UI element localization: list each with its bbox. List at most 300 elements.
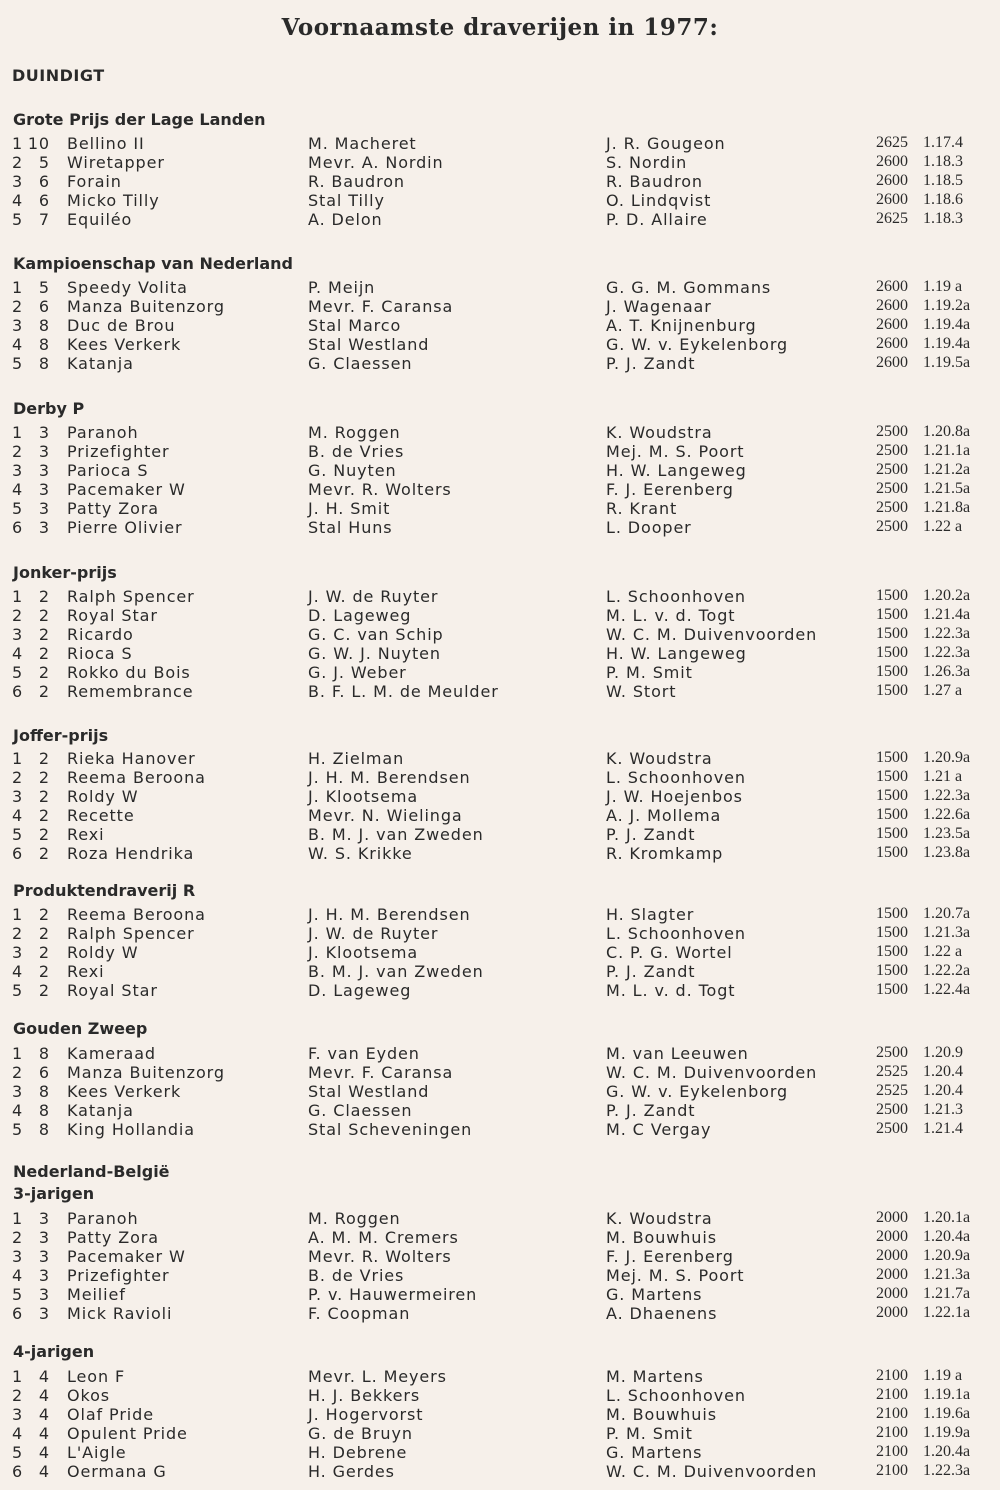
result-row xyxy=(0,682,1000,701)
owner-name: Stal Huns xyxy=(308,518,393,537)
result-row xyxy=(0,134,1000,153)
kilometer-time: 1.21.5a xyxy=(923,480,971,497)
owner-name: B. de Vries xyxy=(308,1266,405,1285)
driver-name: K. Woudstra xyxy=(606,1209,713,1228)
place-number: 4 xyxy=(12,480,24,499)
distance: 1500 xyxy=(876,924,908,941)
horse-name: Ralph Spencer xyxy=(67,587,195,606)
distance: 1500 xyxy=(876,587,908,604)
owner-name: Stal Westland xyxy=(308,1082,430,1101)
driver-name: J. R. Gougeon xyxy=(606,134,726,153)
kilometer-time: 1.19.5a xyxy=(923,354,971,371)
distance: 2000 xyxy=(876,1266,908,1283)
horse-name: Reema Beroona xyxy=(67,905,206,924)
place-number: 5 xyxy=(12,499,24,518)
distance: 2500 xyxy=(876,1044,908,1061)
start-number: 2 xyxy=(38,749,50,768)
owner-name: Mevr. N. Wielinga xyxy=(308,806,463,825)
horse-name: Royal Star xyxy=(67,606,158,625)
driver-name: K. Woudstra xyxy=(606,423,713,442)
horse-name: Paranoh xyxy=(67,423,139,442)
owner-name: Mevr. R. Wolters xyxy=(308,1247,452,1266)
owner-name: H. Zielman xyxy=(308,749,405,768)
distance: 2500 xyxy=(876,499,908,516)
place-number: 2 xyxy=(12,768,24,787)
owner-name: G. W. J. Nuyten xyxy=(308,644,441,663)
kilometer-time: 1.23.8a xyxy=(923,844,971,861)
distance: 1500 xyxy=(876,844,908,861)
result-row xyxy=(0,587,1000,606)
place-number: 3 xyxy=(12,1247,24,1266)
owner-name: J. H. M. Berendsen xyxy=(308,905,471,924)
owner-name: R. Baudron xyxy=(308,172,405,191)
horse-name: Remembrance xyxy=(67,682,194,701)
start-number: 3 xyxy=(38,461,50,480)
start-number: 5 xyxy=(38,153,50,172)
start-number: 3 xyxy=(38,499,50,518)
distance: 1500 xyxy=(876,806,908,823)
place-number: 2 xyxy=(12,1063,24,1082)
distance: 1500 xyxy=(876,749,908,766)
kilometer-time: 1.22.3a xyxy=(923,644,971,661)
distance: 1500 xyxy=(876,905,908,922)
start-number: 3 xyxy=(38,1228,50,1247)
driver-name: L. Schoonhoven xyxy=(606,587,746,606)
horse-name: Rexi xyxy=(67,962,105,981)
horse-name: Royal Star xyxy=(67,981,158,1000)
result-row xyxy=(0,962,1000,981)
horse-name: Recette xyxy=(67,806,135,825)
distance: 2600 xyxy=(876,172,908,189)
kilometer-time: 1.22.6a xyxy=(923,806,971,823)
start-number: 4 xyxy=(38,1462,50,1481)
result-row xyxy=(0,518,1000,537)
horse-name: Patty Zora xyxy=(67,499,159,518)
distance: 2100 xyxy=(876,1405,908,1422)
horse-name: Prizefighter xyxy=(67,442,170,461)
kilometer-time: 1.22.3a xyxy=(923,1462,971,1479)
driver-name: P. J. Zandt xyxy=(606,962,696,981)
distance: 2000 xyxy=(876,1304,908,1321)
place-number: 1 xyxy=(12,905,24,924)
kilometer-time: 1.22.3a xyxy=(923,625,971,642)
place-number: 2 xyxy=(12,1386,24,1405)
result-row xyxy=(0,480,1000,499)
race-title: Grote Prijs der Lage Landen xyxy=(13,110,266,129)
start-number: 8 xyxy=(38,1101,50,1120)
start-number: 3 xyxy=(38,1285,50,1304)
owner-name: P. v. Hauwermeiren xyxy=(308,1285,478,1304)
horse-name: Olaf Pride xyxy=(67,1405,154,1424)
kilometer-time: 1.26.3a xyxy=(923,663,971,680)
place-number: 1 xyxy=(12,278,24,297)
horse-name: Pacemaker W xyxy=(67,1247,186,1266)
place-number: 5 xyxy=(12,1443,24,1462)
result-row xyxy=(0,806,1000,825)
place-number: 3 xyxy=(12,625,24,644)
start-number: 2 xyxy=(38,924,50,943)
start-number: 4 xyxy=(38,1367,50,1386)
horse-name: Rieka Hanover xyxy=(67,749,196,768)
place-number: 5 xyxy=(12,981,24,1000)
horse-name: Pierre Olivier xyxy=(67,518,183,537)
kilometer-time: 1.21.4a xyxy=(923,606,971,623)
horse-name: Rexi xyxy=(67,825,105,844)
place-number: 1 xyxy=(12,1044,24,1063)
driver-name: W. Stort xyxy=(606,682,677,701)
start-number: 4 xyxy=(38,1424,50,1443)
driver-name: M. Bouwhuis xyxy=(606,1228,717,1247)
owner-name: G. J. Weber xyxy=(308,663,407,682)
driver-name: P. J. Zandt xyxy=(606,1101,696,1120)
distance: 2500 xyxy=(876,461,908,478)
kilometer-time: 1.20.4a xyxy=(923,1228,971,1245)
driver-name: M. Martens xyxy=(606,1367,704,1386)
driver-name: G. W. v. Eykelenborg xyxy=(606,335,789,354)
horse-name: King Hollandia xyxy=(67,1120,195,1139)
result-row xyxy=(0,905,1000,924)
owner-name: Stal Westland xyxy=(308,335,430,354)
driver-name: L. Schoonhoven xyxy=(606,924,746,943)
start-number: 4 xyxy=(38,1386,50,1405)
horse-name: Bellino II xyxy=(67,134,145,153)
start-number: 2 xyxy=(38,806,50,825)
distance: 2600 xyxy=(876,335,908,352)
distance: 1500 xyxy=(876,682,908,699)
owner-name: W. S. Krikke xyxy=(308,844,413,863)
owner-name: A. Delon xyxy=(308,210,383,229)
owner-name: F. van Eyden xyxy=(308,1044,420,1063)
result-row xyxy=(0,943,1000,962)
result-row xyxy=(0,981,1000,1000)
driver-name: P. J. Zandt xyxy=(606,825,696,844)
horse-name: Roldy W xyxy=(67,943,139,962)
result-row xyxy=(0,1304,1000,1323)
distance: 1500 xyxy=(876,943,908,960)
horse-name: Paranoh xyxy=(67,1209,139,1228)
kilometer-time: 1.18.5 xyxy=(923,172,963,189)
kilometer-time: 1.17.4 xyxy=(923,134,963,151)
place-number: 1 xyxy=(12,134,24,153)
kilometer-time: 1.20.8a xyxy=(923,423,971,440)
driver-name: H. W. Langeweg xyxy=(606,644,747,663)
place-number: 5 xyxy=(12,1120,24,1139)
distance: 2600 xyxy=(876,354,908,371)
place-number: 4 xyxy=(12,806,24,825)
start-number: 6 xyxy=(38,1063,50,1082)
distance: 2525 xyxy=(876,1082,908,1099)
result-row xyxy=(0,787,1000,806)
start-number: 2 xyxy=(38,962,50,981)
distance: 2600 xyxy=(876,278,908,295)
start-number: 2 xyxy=(38,981,50,1000)
place-number: 3 xyxy=(12,172,24,191)
horse-name: Katanja xyxy=(67,354,134,373)
result-row xyxy=(0,644,1000,663)
distance: 2500 xyxy=(876,423,908,440)
place-number: 4 xyxy=(12,335,24,354)
horse-name: Wiretapper xyxy=(67,153,165,172)
start-number: 2 xyxy=(38,644,50,663)
distance: 2600 xyxy=(876,297,908,314)
result-row xyxy=(0,924,1000,943)
start-number: 8 xyxy=(38,1120,50,1139)
result-row xyxy=(0,1386,1000,1405)
driver-name: L. Dooper xyxy=(606,518,692,537)
start-number: 2 xyxy=(38,625,50,644)
owner-name: J. Klootsema xyxy=(308,943,419,962)
kilometer-time: 1.22.4a xyxy=(923,981,971,998)
owner-name: J. W. de Ruyter xyxy=(308,924,439,943)
result-row xyxy=(0,172,1000,191)
place-number: 4 xyxy=(12,644,24,663)
owner-name: G. Claessen xyxy=(308,354,413,373)
start-number: 3 xyxy=(38,480,50,499)
place-number: 4 xyxy=(12,962,24,981)
horse-name: Rokko du Bois xyxy=(67,663,191,682)
distance: 2100 xyxy=(876,1424,908,1441)
place-number: 6 xyxy=(12,1462,24,1481)
driver-name: R. Baudron xyxy=(606,172,703,191)
start-number: 8 xyxy=(38,1082,50,1101)
start-number: 10 xyxy=(27,134,50,153)
start-number: 2 xyxy=(38,905,50,924)
result-row xyxy=(0,1247,1000,1266)
kilometer-time: 1.22.1a xyxy=(923,1304,971,1321)
result-row xyxy=(0,749,1000,768)
race-title: Kampioenschap van Nederland xyxy=(13,254,294,273)
kilometer-time: 1.21.7a xyxy=(923,1285,971,1302)
distance: 2625 xyxy=(876,210,908,227)
start-number: 6 xyxy=(38,297,50,316)
driver-name: R. Kromkamp xyxy=(606,844,724,863)
start-number: 8 xyxy=(38,335,50,354)
venue-heading: DUINDIGT xyxy=(12,66,105,85)
driver-name: Mej. M. S. Poort xyxy=(606,442,745,461)
owner-name: H. J. Bekkers xyxy=(308,1386,421,1405)
distance: 2100 xyxy=(876,1367,908,1384)
distance: 2625 xyxy=(876,134,908,151)
horse-name: L'Aigle xyxy=(67,1443,127,1462)
owner-name: H. Debrene xyxy=(308,1443,408,1462)
horse-name: Katanja xyxy=(67,1101,134,1120)
distance: 2600 xyxy=(876,191,908,208)
horse-name: Kameraad xyxy=(67,1044,156,1063)
horse-name: Parioca S xyxy=(67,461,149,480)
owner-name: B. F. L. M. de Meulder xyxy=(308,682,499,701)
result-row xyxy=(0,316,1000,335)
driver-name: L. Schoonhoven xyxy=(606,768,746,787)
owner-name: B. M. J. van Zweden xyxy=(308,825,484,844)
race-title: Derby P xyxy=(13,399,85,418)
driver-name: W. C. M. Duivenvoorden xyxy=(606,1462,818,1481)
result-row xyxy=(0,1405,1000,1424)
result-row xyxy=(0,663,1000,682)
distance: 1500 xyxy=(876,606,908,623)
start-number: 4 xyxy=(38,1443,50,1462)
driver-name: M. C Vergay xyxy=(606,1120,712,1139)
race-title: Nederland-België xyxy=(13,1162,170,1181)
distance: 1500 xyxy=(876,663,908,680)
start-number: 8 xyxy=(38,1044,50,1063)
owner-name: M. Roggen xyxy=(308,423,401,442)
owner-name: J. H. M. Berendsen xyxy=(308,768,471,787)
horse-name: Pacemaker W xyxy=(67,480,186,499)
race-title: Joffer-prijs xyxy=(13,726,109,745)
horse-name: Rioca S xyxy=(67,644,133,663)
race-title: Jonker-prijs xyxy=(13,563,117,582)
driver-name: R. Krant xyxy=(606,499,678,518)
start-number: 2 xyxy=(38,768,50,787)
owner-name: Stal Marco xyxy=(308,316,402,335)
start-number: 6 xyxy=(38,172,50,191)
distance: 2000 xyxy=(876,1209,908,1226)
start-number: 2 xyxy=(38,587,50,606)
horse-name: Equiléo xyxy=(67,210,133,229)
distance: 2000 xyxy=(876,1285,908,1302)
distance: 1500 xyxy=(876,787,908,804)
place-number: 2 xyxy=(12,442,24,461)
kilometer-time: 1.20.1a xyxy=(923,1209,971,1226)
distance: 2600 xyxy=(876,316,908,333)
horse-name: Leon F xyxy=(67,1367,126,1386)
driver-name: P. M. Smit xyxy=(606,1424,693,1443)
race-title: Produktendraverij R xyxy=(13,881,196,900)
result-row xyxy=(0,1228,1000,1247)
driver-name: F. J. Eerenberg xyxy=(606,1247,734,1266)
driver-name: H. W. Langeweg xyxy=(606,461,747,480)
driver-name: J. W. Hoejenbos xyxy=(606,787,743,806)
distance: 2525 xyxy=(876,1063,908,1080)
owner-name: J. Klootsema xyxy=(308,787,419,806)
kilometer-time: 1.20.4 xyxy=(923,1063,963,1080)
distance: 1500 xyxy=(876,768,908,785)
place-number: 5 xyxy=(12,354,24,373)
result-row xyxy=(0,1120,1000,1139)
page-title: Voornaamste draverijen in 1977: xyxy=(281,14,719,41)
result-row xyxy=(0,1082,1000,1101)
result-row xyxy=(0,354,1000,373)
place-number: 1 xyxy=(12,587,24,606)
driver-name: Mej. M. S. Poort xyxy=(606,1266,745,1285)
place-number: 5 xyxy=(12,825,24,844)
kilometer-time: 1.21.8a xyxy=(923,499,971,516)
place-number: 4 xyxy=(12,191,24,210)
result-row xyxy=(0,606,1000,625)
driver-name: A. J. Mollema xyxy=(606,806,722,825)
owner-name: Mevr. R. Wolters xyxy=(308,480,452,499)
place-number: 6 xyxy=(12,1304,24,1323)
result-row xyxy=(0,1209,1000,1228)
kilometer-time: 1.20.9 xyxy=(923,1044,963,1061)
result-row xyxy=(0,1424,1000,1443)
result-row xyxy=(0,1443,1000,1462)
owner-name: D. Lageweg xyxy=(308,981,412,1000)
kilometer-time: 1.21 a xyxy=(923,768,963,785)
owner-name: J. W. de Ruyter xyxy=(308,587,439,606)
result-row xyxy=(0,1044,1000,1063)
result-row xyxy=(0,297,1000,316)
owner-name: P. Meijn xyxy=(308,278,376,297)
result-row xyxy=(0,499,1000,518)
place-number: 1 xyxy=(12,423,24,442)
driver-name: P. D. Allaire xyxy=(606,210,708,229)
result-row xyxy=(0,1367,1000,1386)
start-number: 2 xyxy=(38,606,50,625)
driver-name: G. Martens xyxy=(606,1285,703,1304)
kilometer-time: 1.19 a xyxy=(923,278,963,295)
start-number: 8 xyxy=(38,354,50,373)
place-number: 3 xyxy=(12,316,24,335)
kilometer-time: 1.18.3 xyxy=(923,210,963,227)
start-number: 2 xyxy=(38,682,50,701)
horse-name: Speedy Volita xyxy=(67,278,188,297)
place-number: 3 xyxy=(12,1405,24,1424)
place-number: 2 xyxy=(12,924,24,943)
horse-name: Okos xyxy=(67,1386,111,1405)
result-row xyxy=(0,278,1000,297)
driver-name: F. J. Eerenberg xyxy=(606,480,734,499)
result-row xyxy=(0,191,1000,210)
owner-name: Mevr. F. Caransa xyxy=(308,1063,454,1082)
kilometer-time: 1.27 a xyxy=(923,682,963,699)
result-row xyxy=(0,210,1000,229)
kilometer-time: 1.20.2a xyxy=(923,587,971,604)
kilometer-time: 1.21.3a xyxy=(923,924,971,941)
race-subtitle: 3-jarigen xyxy=(13,1184,95,1203)
place-number: 2 xyxy=(12,1228,24,1247)
place-number: 2 xyxy=(12,153,24,172)
driver-name: M. L. v. d. Togt xyxy=(606,981,736,1000)
kilometer-time: 1.19.6a xyxy=(923,1405,971,1422)
place-number: 5 xyxy=(12,210,24,229)
start-number: 8 xyxy=(38,316,50,335)
horse-name: Opulent Pride xyxy=(67,1424,188,1443)
horse-name: Ralph Spencer xyxy=(67,924,195,943)
owner-name: J. H. Smit xyxy=(308,499,391,518)
horse-name: Reema Beroona xyxy=(67,768,206,787)
driver-name: C. P. G. Wortel xyxy=(606,943,733,962)
driver-name: G. W. v. Eykelenborg xyxy=(606,1082,789,1101)
place-number: 1 xyxy=(12,1367,24,1386)
kilometer-time: 1.19.2a xyxy=(923,297,971,314)
start-number: 2 xyxy=(38,663,50,682)
kilometer-time: 1.21.3 xyxy=(923,1101,963,1118)
result-row xyxy=(0,1285,1000,1304)
distance: 2100 xyxy=(876,1443,908,1460)
kilometer-time: 1.19 a xyxy=(923,1367,963,1384)
result-row xyxy=(0,1101,1000,1120)
start-number: 3 xyxy=(38,518,50,537)
kilometer-time: 1.21.2a xyxy=(923,461,971,478)
driver-name: W. C. M. Duivenvoorden xyxy=(606,1063,818,1082)
horse-name: Ricardo xyxy=(67,625,134,644)
start-number: 3 xyxy=(38,423,50,442)
place-number: 5 xyxy=(12,663,24,682)
driver-name: P. M. Smit xyxy=(606,663,693,682)
owner-name: M. Roggen xyxy=(308,1209,401,1228)
place-number: 4 xyxy=(12,1266,24,1285)
distance: 2500 xyxy=(876,518,908,535)
start-number: 5 xyxy=(38,278,50,297)
result-row xyxy=(0,844,1000,863)
distance: 2600 xyxy=(876,153,908,170)
driver-name: A. T. Knijnenburg xyxy=(606,316,757,335)
owner-name: Mevr. L. Meyers xyxy=(308,1367,447,1386)
horse-name: Manza Buitenzorg xyxy=(67,297,225,316)
kilometer-time: 1.19.4a xyxy=(923,335,971,352)
place-number: 3 xyxy=(12,787,24,806)
